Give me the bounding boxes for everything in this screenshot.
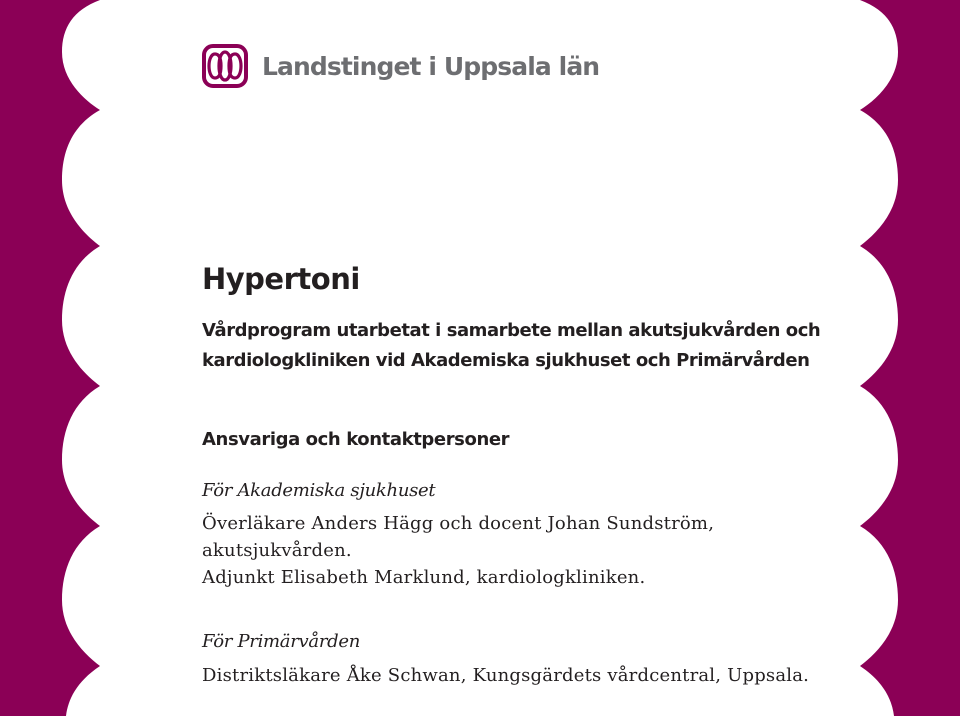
document-subtitle (202, 316, 862, 376)
akademiska-label: För Akademiska sjukhuset (202, 480, 436, 501)
document-title: Hypertoni (202, 262, 360, 296)
contact-line: Distriktsläkare Åke Schwan, Kungsgärdets vårdcentral, Uppsala. (202, 665, 810, 686)
left-scalloped-border (0, 0, 110, 716)
contacts-heading: Ansvariga och kontaktpersoner (202, 429, 510, 450)
right-scalloped-border (850, 0, 960, 716)
subtitle-line: kardiologkliniken vid Akademiska sjukhuset och Primärvården (202, 350, 810, 371)
right-border-shape (860, 0, 960, 716)
primarvarden-label: För Primärvården (202, 631, 361, 652)
contact-line: Adjunkt Elisabeth Marklund, kardiologkliniken. (202, 567, 646, 588)
contact-line: Överläkare Anders Hägg och docent Johan Sundström, (202, 513, 715, 534)
county-logo-icon (202, 44, 248, 88)
subtitle-line: Vårdprogram utarbetat i samarbete mellan akutsjukvården och (202, 320, 821, 341)
contact-line: akutsjukvården. (202, 540, 352, 561)
logo-text: Landstinget i Uppsala län (262, 51, 600, 81)
county-logo (202, 44, 599, 88)
left-border-shape (0, 0, 100, 716)
primarvarden-contacts (202, 662, 809, 689)
akademiska-contacts (202, 510, 714, 591)
